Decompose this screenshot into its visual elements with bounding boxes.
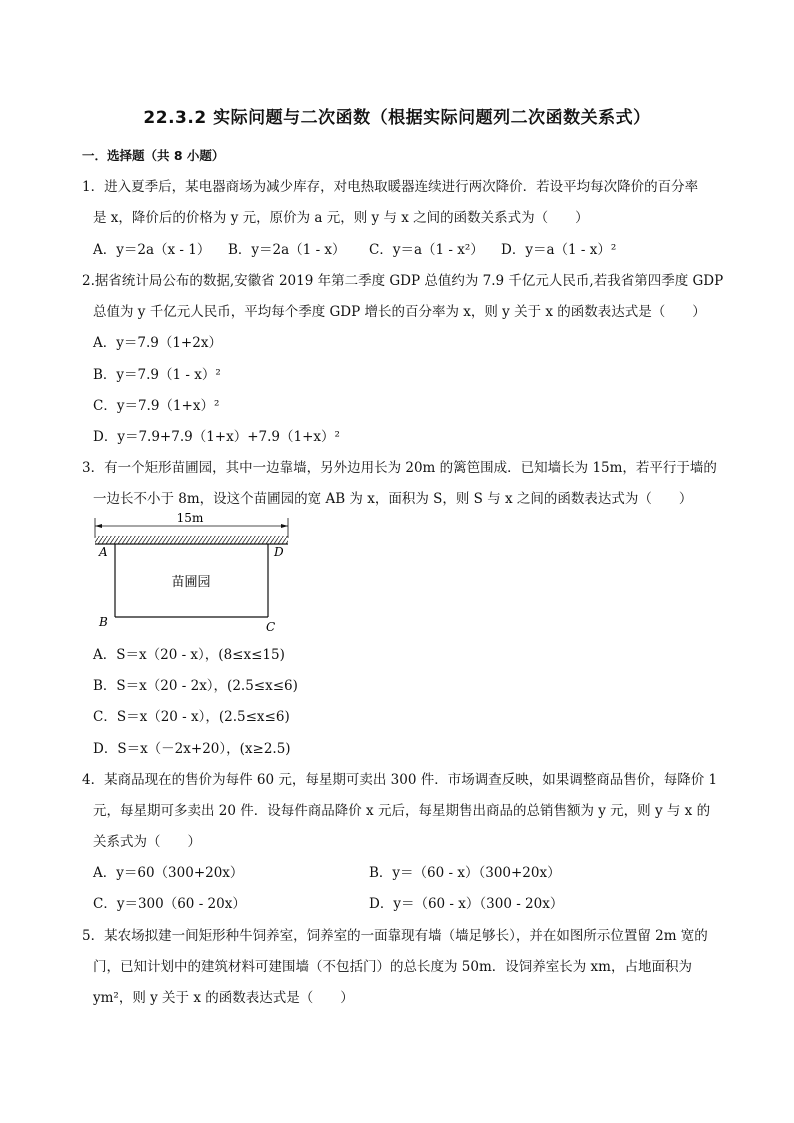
q4-option-c: C．y＝300（60 - 20x） [93,896,246,912]
q3-option-c: C．S＝x（20 - x），(2.5≤x≤6) [93,709,290,725]
page-title: 22.3.2 实际问题与二次函数（根据实际问题列二次函数关系式） [143,108,651,128]
q2-option-b: B．y＝7.9（1 - x）² [93,367,221,383]
q1-line-2: 是 x，降价后的价格为 y 元，原价为 a 元，则 y 与 x 之间的函数关系式为（ ） [93,210,589,226]
q1-option-a: A．y＝2a（x - 1） [93,242,211,258]
q3-line-1: 3．有一个矩形苗圃园，其中一边靠墙，另外边用长为 20m 的篱笆围成．已知墙长为 15m，若平行于墙的 [82,460,717,476]
q1-option-b: B．y＝2a（1 - x） [228,242,346,258]
point-a-label: A [99,545,108,559]
section-heading: 一．选择题（共 8 小题） [82,148,225,163]
q3-line-2: 一边长不小于 8m，设这个苗圃园的宽 AB 为 x，面积为 S，则 S 与 x 之间的函数表达式为（ ） [93,491,693,507]
q4-option-a: A．y＝60（300+20x） [93,865,244,881]
q2-option-a: A．y＝7.9（1+2x） [93,335,222,351]
q4-option-d: D．y＝（60 - x）（300 - 20x） [369,896,564,912]
q2-line-2: 总值为 y 千亿元人民币，平均每个季度 GDP 增长的百分率为 x，则 y 关于 x 的函数表达式是（ ） [93,304,706,320]
q4-line-2: 元，每星期可多卖出 20 件．设每件商品降价 x 元后，每星期售出商品的总销售额为 y 元，则 y 与 x 的 [93,803,711,819]
q5-line-1: 5．某农场拟建一间矩形种牛饲养室，饲养室的一面靠现有墙（墙足够长），并在如图所示位置留 2m 宽的 [82,928,708,944]
q2-option-c: C．y＝7.9（1+x）² [93,398,220,414]
wall-length-label: 15m [176,511,204,525]
q2-option-d: D．y＝7.9+7.9（1+x）+7.9（1+x）² [93,429,340,445]
wall-hatch [95,536,288,544]
point-b-label: B [99,615,108,629]
q1-line-1: 1．进入夏季后，某电器商场为减少库存，对电热取暖器连续进行两次降价．若设平均每次降价的百分率 [82,179,699,195]
q2-line-1: 2.据省统计局公布的数据,安徽省 2019 年第二季度 GDP 总值约为 7.9 千亿元人民币,若我省第四季度 GDP [82,273,724,289]
q3-option-a: A．S＝x（20 - x），(8≤x≤15) [93,647,285,663]
q1-option-d: D．y＝a（1 - x）² [501,242,617,258]
point-c-label: C [266,620,276,634]
garden-figure [90,508,300,636]
q4-line-1: 4．某商品现在的售价为每件 60 元，每星期可卖出 300 件．市场调查反映，如果调整商品售价，每降价 1 [82,772,718,788]
q1-option-c: C．y＝a（1 - x²） [369,242,484,258]
q5-line-2: 门，已知计划中的建筑材料可建围墙（不包括门）的总长度为 50m．设饲养室长为 xm，占地面积为 [93,959,692,975]
garden-label: 苗圃园 [171,575,211,590]
q3-option-b: B．S＝x（20 - 2x），(2.5≤x≤6) [93,678,298,694]
q4-option-b: B．y＝（60 - x）（300+20x） [369,865,561,881]
q3-option-d: D．S＝x（－2x+20），(x≥2.5) [93,741,291,757]
point-d-label: D [274,545,284,559]
q5-line-3: ym²，则 y 关于 x 的函数表达式是（ ） [93,990,354,1006]
q4-line-3: 关系式为（ ） [93,834,201,850]
